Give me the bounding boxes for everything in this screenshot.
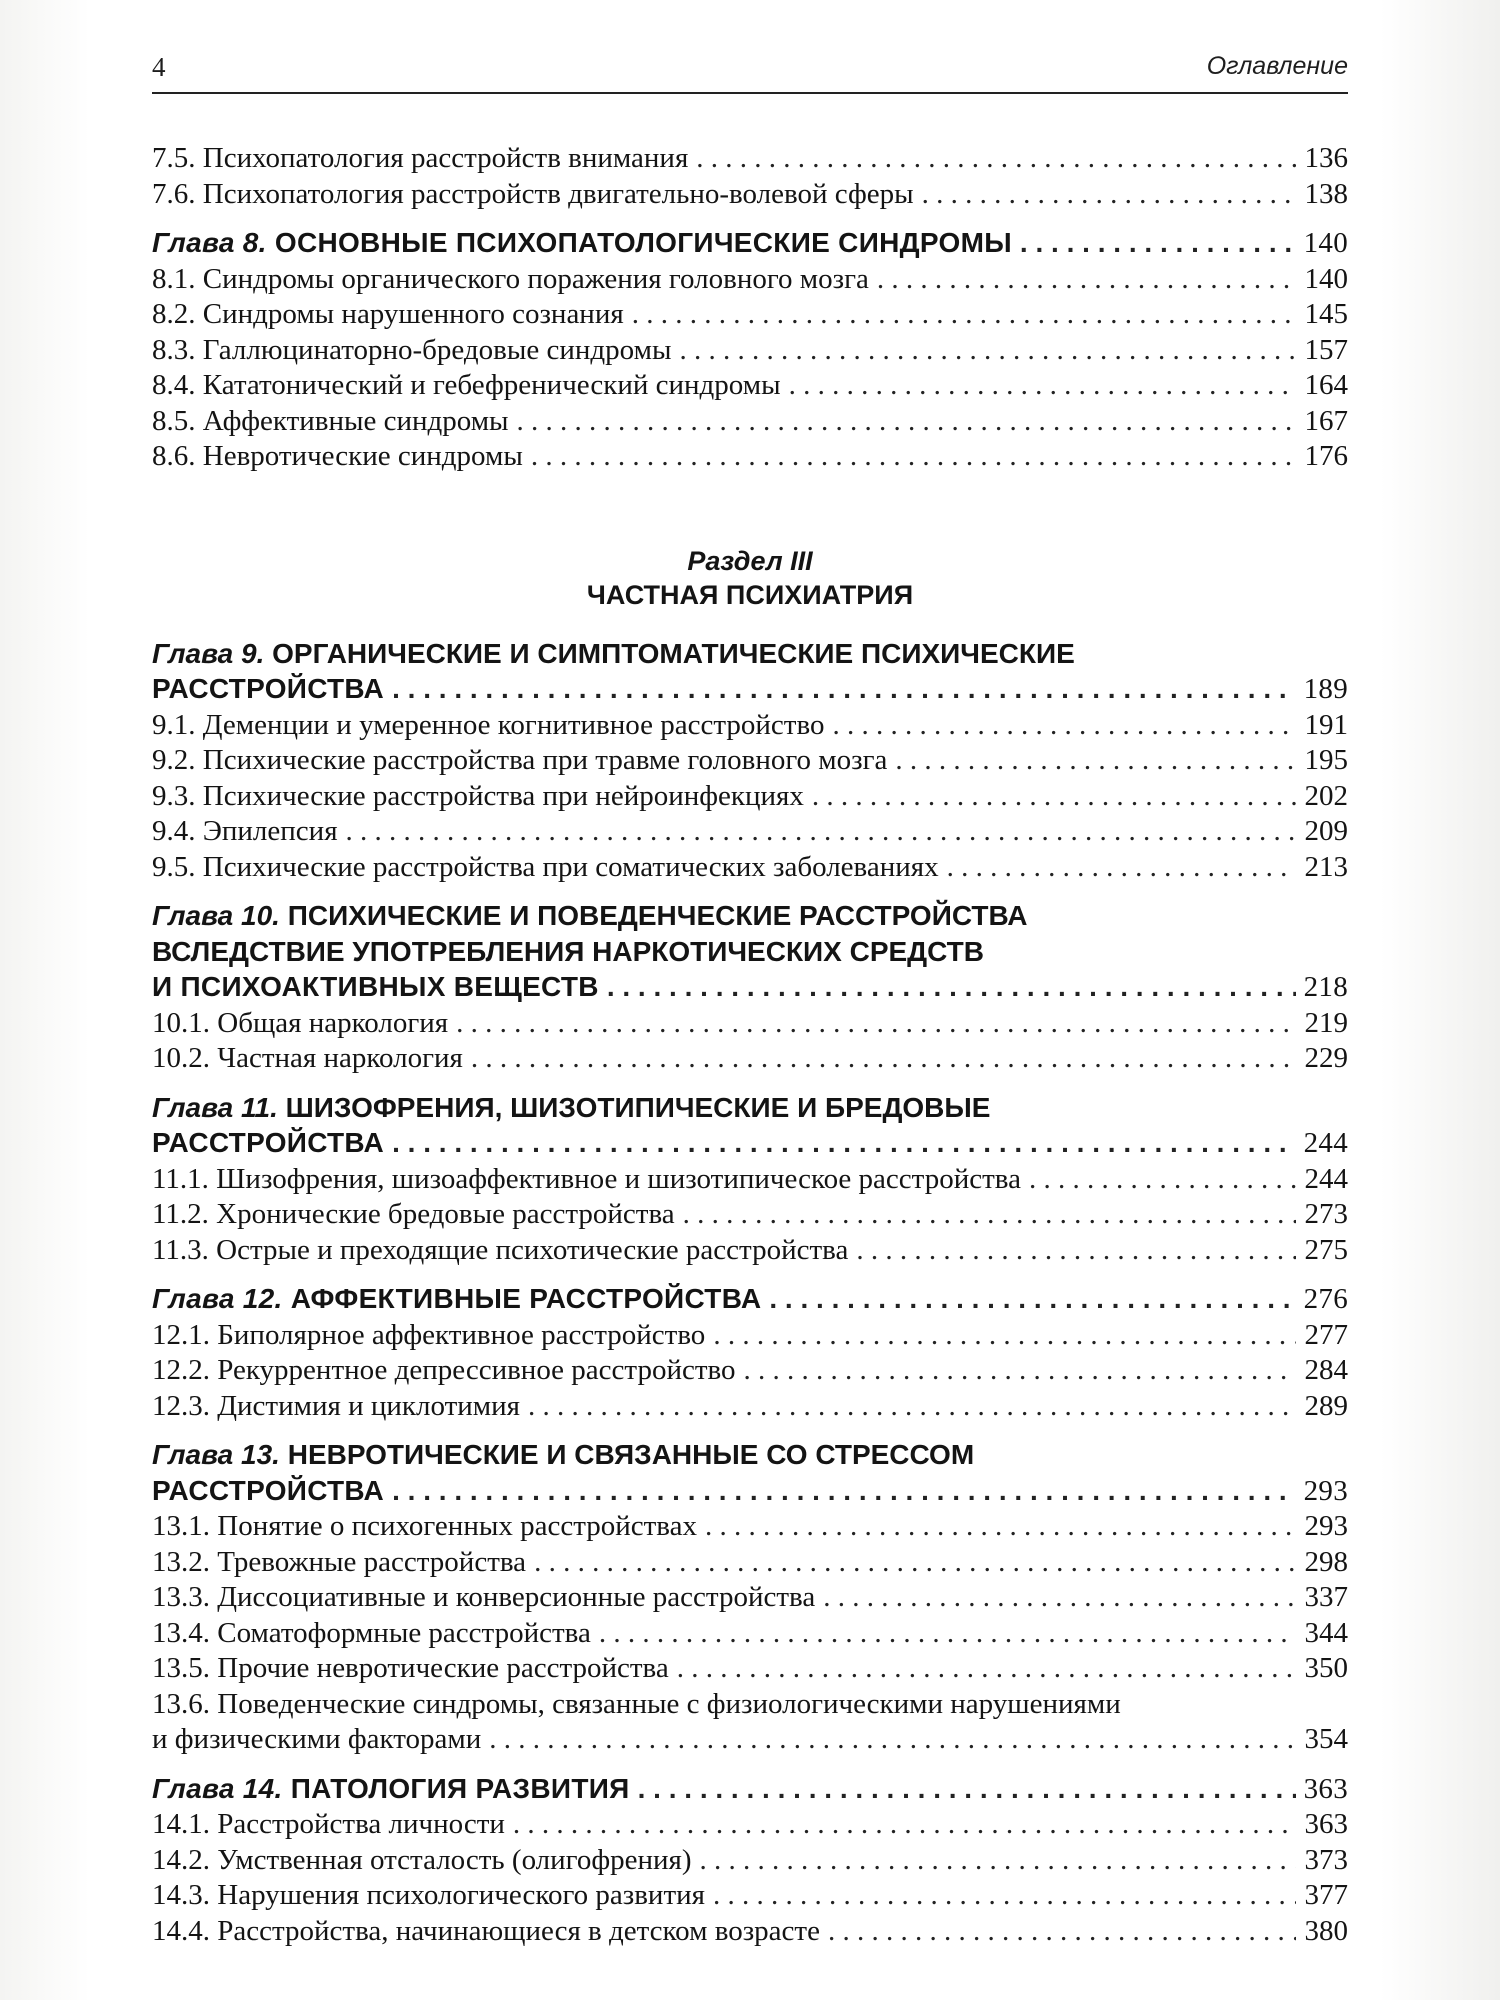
chapter-heading-end: РАССТРОЙСТВА . . . 244: [152, 1127, 1348, 1163]
toc-entry: 11.3. Острые и преходящие психотические расстройства . . . 275: [152, 1234, 1348, 1270]
toc-entry: 8.3. Галлюцинаторно-бредовые синдромы . . . 157: [152, 334, 1348, 370]
chapter-heading-end: РАССТРОЙСТВА . . . 189: [152, 673, 1348, 709]
toc-entry: 13.2. Тревожные расстройства . . . 298: [152, 1546, 1348, 1582]
chapter-heading: Глава 12. АФФЕКТИВНЫЕ РАССТРОЙСТВА . . . 276: [152, 1283, 1348, 1319]
toc-entry-multiline: 13.6. Поведенческие синдромы, связанные с физиологическими нарушениями: [152, 1687, 1121, 1720]
toc-entry: 14.4. Расстройства, начинающиеся в детском возрасте . . . 380: [152, 1915, 1348, 1951]
toc-entry: 11.2. Хронические бредовые расстройства . . . 273: [152, 1198, 1348, 1234]
toc-entry: 9.1. Деменции и умеренное когнитивное расстройство . . . 191: [152, 709, 1348, 745]
page-header: [152, 52, 1348, 94]
toc-entry: 14.2. Умственная отсталость (олигофрения) . . . 373: [152, 1844, 1348, 1880]
section-label: Раздел III: [687, 545, 813, 576]
running-title: Оглавление: [1206, 52, 1348, 80]
toc-entry: 13.1. Понятие о психогенных расстройствах . . . 293: [152, 1510, 1348, 1546]
toc-entry: 7.5. Психопатология расстройств внимания . . . 136: [152, 142, 1348, 178]
chapter-heading: Глава 9. ОРГАНИЧЕСКИЕ И СИМПТОМАТИЧЕСКИЕ ПСИХИЧЕСКИЕ: [152, 637, 1075, 669]
page-number: 4: [152, 52, 166, 82]
chapter-heading: Глава 13. НЕВРОТИЧЕСКИЕ И СВЯЗАННЫЕ СО СТРЕССОМ: [152, 1439, 975, 1470]
chapter-heading-end: И ПСИХОАКТИВНЫХ ВЕЩЕСТВ . . . 218: [152, 971, 1348, 1007]
toc-entry: 12.1. Биполярное аффективное расстройство . . . 277: [152, 1319, 1348, 1355]
toc-entry: 10.1. Общая наркология . . . 219: [152, 1007, 1348, 1043]
toc-entry: 11.1. Шизофрения, шизоаффективное и шизотипическое расстройства . . . 244: [152, 1163, 1348, 1199]
chapter-heading: Глава 11. ШИЗОФРЕНИЯ, ШИЗОТИПИЧЕСКИЕ И БРЕДОВЫЕ: [152, 1091, 991, 1123]
toc-entry: 8.4. Кататонический и гебефренический синдромы . . . 164: [152, 369, 1348, 405]
toc-entry: 14.3. Нарушения психологического развития . . . 377: [152, 1879, 1348, 1915]
toc-entry: 9.3. Психические расстройства при нейроинфекциях . . . 202: [152, 780, 1348, 816]
chapter-heading-cont: ВСЛЕДСТВИЕ УПОТРЕБЛЕНИЯ НАРКОТИЧЕСКИХ СРЕДСТВ: [152, 935, 984, 967]
toc-entry: 13.4. Соматоформные расстройства . . . 344: [152, 1617, 1348, 1653]
toc-entry: 8.5. Аффективные синдромы . . . 167: [152, 405, 1348, 441]
section-title: ЧАСТНАЯ ПСИХИАТРИЯ: [586, 579, 914, 610]
toc-entry-multiline-end: и физическими факторами . . . 354: [152, 1723, 1348, 1759]
table-of-contents: [152, 142, 1348, 1950]
toc-entry: 12.3. Дистимия и циклотимия . . . 289: [152, 1390, 1348, 1426]
toc-entry: 9.5. Психические расстройства при соматических заболеваниях . . . 213: [152, 851, 1348, 887]
toc-entry: 12.2. Рекуррентное депрессивное расстройство . . . 284: [152, 1354, 1348, 1390]
chapter-heading: Глава 14. ПАТОЛОГИЯ РАЗВИТИЯ . . . 363: [152, 1773, 1348, 1809]
toc-entry: 13.3. Диссоциативные и конверсионные расстройства . . . 337: [152, 1581, 1348, 1617]
toc-entry: 8.2. Синдромы нарушенного сознания . . . 145: [152, 298, 1348, 334]
section-heading: [152, 544, 1348, 612]
chapter-heading: Глава 8. ОСНОВНЫЕ ПСИХОПАТОЛОГИЧЕСКИЕ СИНДРОМЫ . . . 140: [152, 227, 1348, 263]
toc-entry: 14.1. Расстройства личности . . . 363: [152, 1808, 1348, 1844]
toc-entry: 7.6. Психопатология расстройств двигательно-волевой сферы . . . 138: [152, 178, 1348, 214]
toc-entry: 9.2. Психические расстройства при травме головного мозга . . . 195: [152, 744, 1348, 780]
toc-entry: 8.6. Невротические синдромы . . . 176: [152, 440, 1348, 476]
toc-entry: 13.5. Прочие невротические расстройства . . . 350: [152, 1652, 1348, 1688]
toc-entry: 9.4. Эпилепсия . . . 209: [152, 815, 1348, 851]
chapter-heading-end: РАССТРОЙСТВА . . . 293: [152, 1475, 1348, 1511]
toc-entry: 10.2. Частная наркология . . . 229: [152, 1042, 1348, 1078]
toc-entry: 8.1. Синдромы органического поражения головного мозга . . . 140: [152, 263, 1348, 299]
chapter-heading: Глава 10. ПСИХИЧЕСКИЕ И ПОВЕДЕНЧЕСКИЕ РАССТРОЙСТВА: [152, 900, 1028, 931]
